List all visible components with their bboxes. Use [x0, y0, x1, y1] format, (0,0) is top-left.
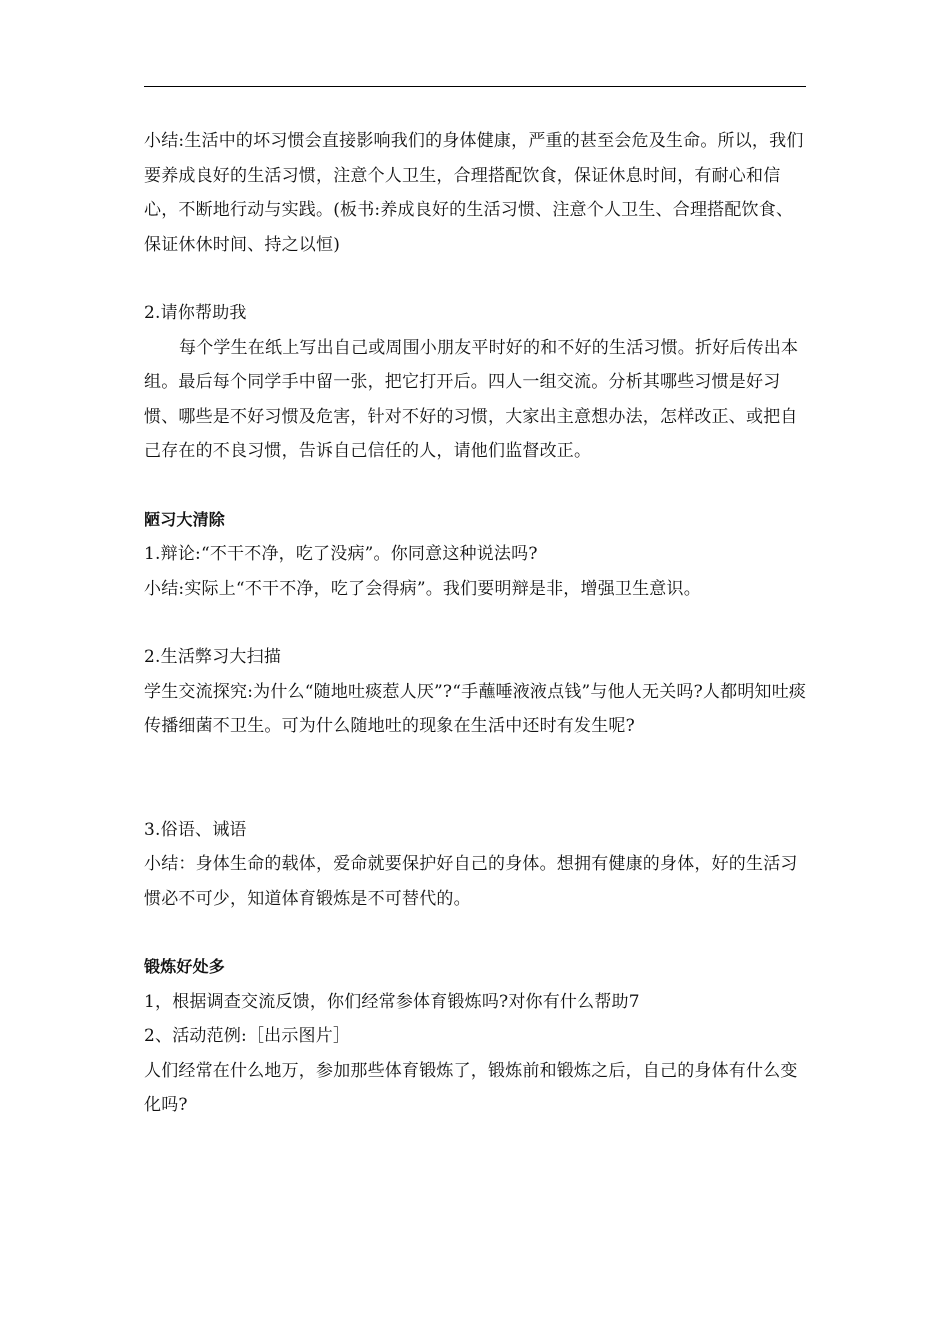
example-body: 人们经常在什么地万，参加那些体育锻炼了，锻炼前和锻炼之后，自己的身体有什么变化吗?	[144, 1060, 798, 1115]
spacer	[144, 744, 808, 813]
proverb-summary: 小结：身体生命的载体，爱命就要保护好自己的身体。想拥有健康的身体，好的生活习惯必不可少，知道体育锻炼是不可替代的。	[144, 854, 798, 909]
section-heading-bad-habits: 陋习大清除	[144, 509, 226, 529]
habit-scan-title: 2.生活弊习大扫描	[144, 647, 282, 667]
spacer	[144, 916, 808, 950]
survey-item: 1，根据调查交流反馈，你们经常参体育锻炼吗?对你有什么帮助7	[144, 991, 640, 1012]
document-body	[144, 124, 808, 1123]
debate-item: 1.辩论:“不干不净，吃了没病”。你同意这种说法吗?	[144, 544, 538, 564]
example-item: 2、活动范例:［出示图片］	[144, 1026, 351, 1046]
activity-body: 每个学生在纸上写出自己或周围小朋友平时好的和不好的生活习惯。折好后传出本组。最后每个同学手中留一张，把它打开后。四人一组交流。分析其哪些习惯是好习惯、哪些是不好习惯及危害，针对不好的习惯，大家出主意想办法，怎样改正、或把自己存在的不良习惯，告诉自己信任的人，请他们监督改正。	[144, 337, 799, 461]
spacer	[144, 262, 808, 296]
summary-paragraph: 小结:生活中的坏习惯会直接影响我们的身体健康，严重的甚至会危及生命。所以，我们要养成良好的生活习惯，注意个人卫生，合理搭配饮食，保证休息时间，有耐心和信心，不断地行动与实践。(板书:养成良好的生活习惯、注意个人卫生、合理搭配饮食、保证休休时间、持之以恒)	[144, 131, 804, 255]
debate-summary: 小结:实际上“不干不净，吃了会得病”。我们要明辩是非，增强卫生意识。	[144, 578, 701, 599]
spacer	[144, 469, 808, 503]
proverb-title: 3.俗语、诫语	[144, 819, 247, 840]
section-heading-exercise: 锻炼好处多	[144, 957, 226, 976]
header-rule	[144, 86, 806, 87]
spacer	[144, 606, 808, 640]
habit-scan-body: 学生交流探究:为什么“随地吐痰惹人厌”?“手蘸唾液液点钱”与他人无关吗?人都明知吐痰传播细菌不卫生。可为什么随地吐的现象在生活中还时有发生呢?	[144, 681, 807, 736]
activity-title: 2.请你帮助我	[144, 303, 247, 323]
